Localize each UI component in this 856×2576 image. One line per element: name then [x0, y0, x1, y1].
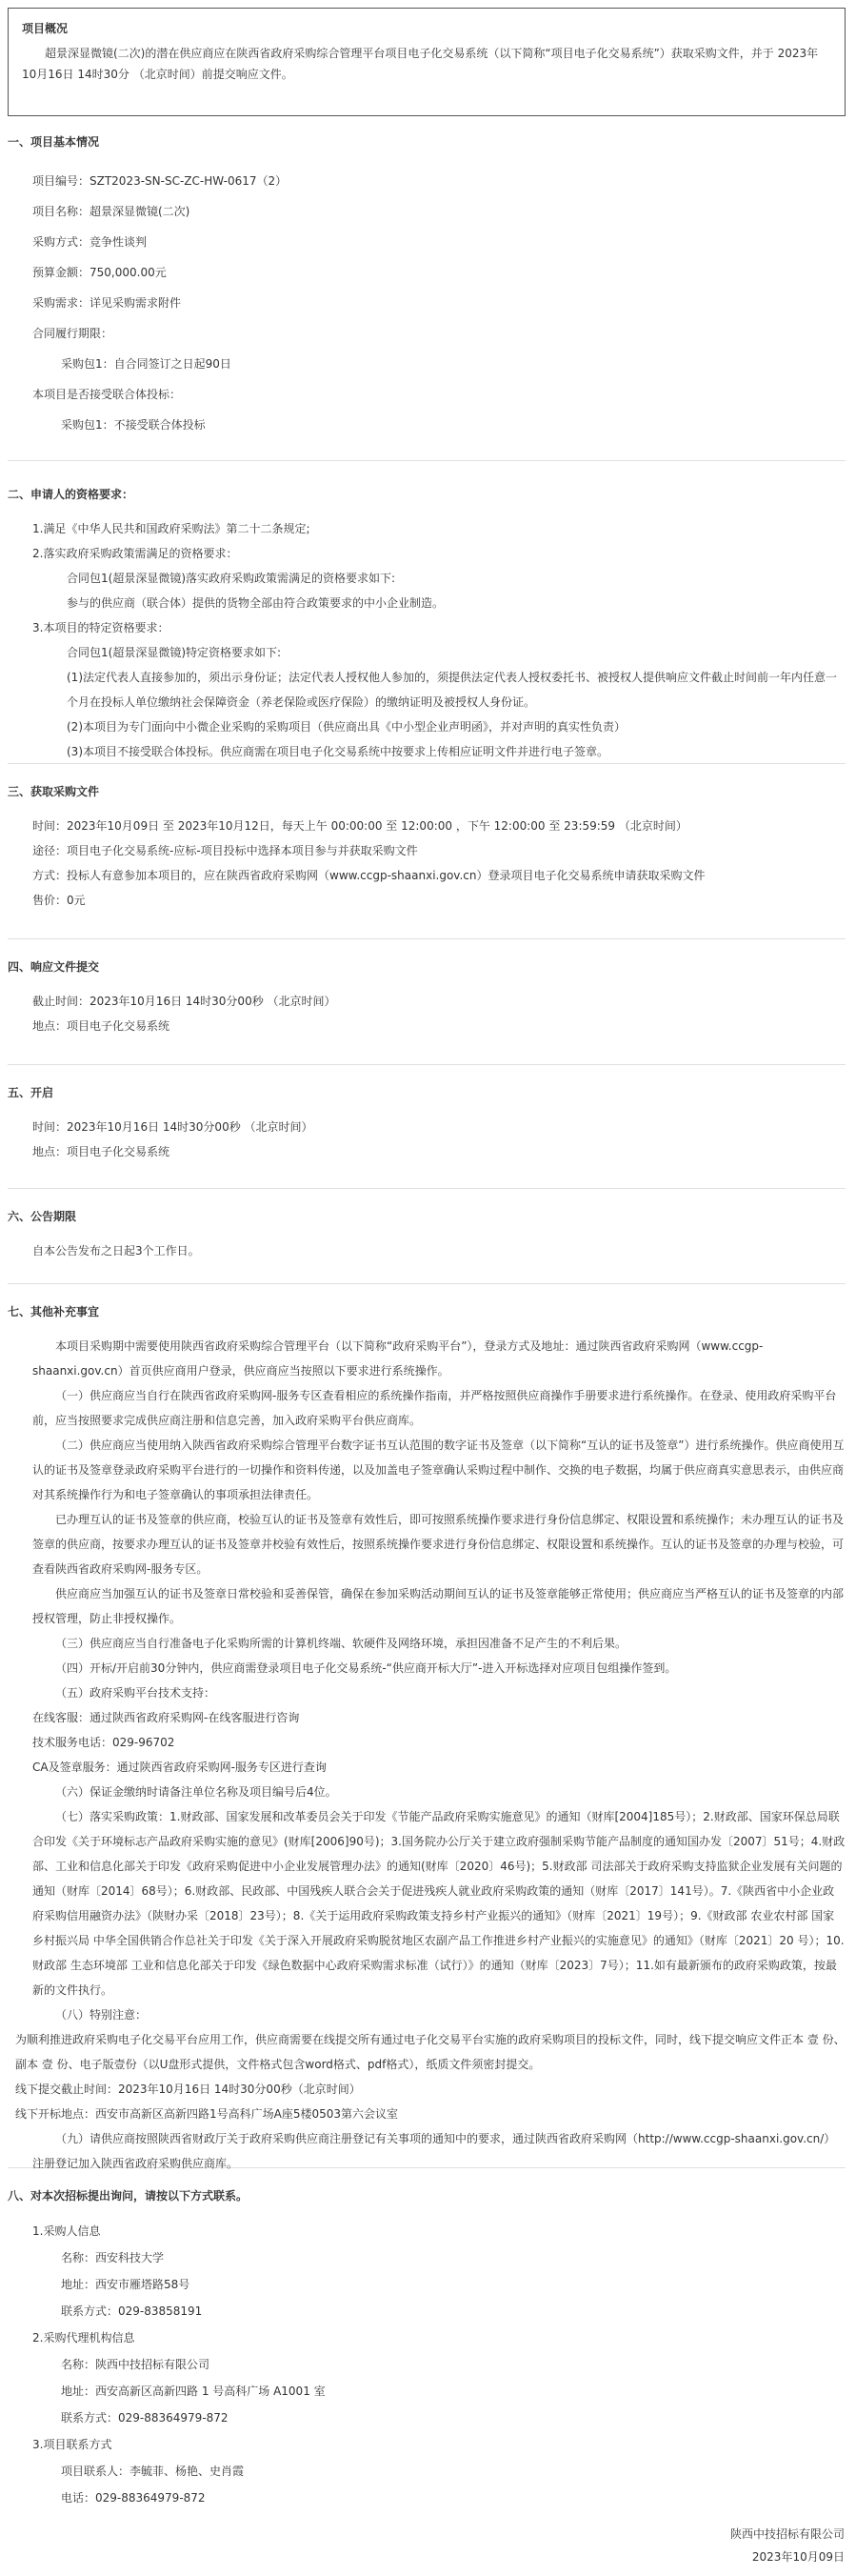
support-online: 在线客服：通过陕西省政府采购网-在线客服进行咨询 — [32, 1711, 300, 1724]
obtain-channel: 途径：项目电子化交易系统-应标-项目投标中选择本项目参与并获取采购文件 — [32, 844, 418, 857]
section-submission — [8, 958, 846, 1065]
notice-period-text: 自本公告发布之日起3个工作日。 — [32, 1244, 200, 1258]
consortium-label: 本项目是否接受联合体投标： — [32, 388, 182, 401]
overview-title: 项目概况 — [22, 22, 69, 35]
supplementary-paragraph: （一）供应商应当自行在陕西省政府采购网-服务专区查看相应的系统操作指南，并严格按照供应商操作手册要求进行系统操作。在登录、使用政府采购平台前，应当按照要求完成供应商注册和信息完善，加入政府采购平台供应商库。 — [32, 1389, 837, 1427]
agency-name: 名称：陕西中技招标有限公司 — [61, 2358, 210, 2371]
supplementary-paragraph: （四）开标/开启前30分钟内，供应商需登录项目电子化交易系统-“供应商开标大厅”-进入开标选择对应项目包组操作签到。 — [55, 1661, 677, 1675]
contact-heading: 3.项目联系方式 — [32, 2438, 112, 2451]
opening-time: 时间：2023年10月16日 14时30分00秒 （北京时间） — [32, 1120, 313, 1134]
section-qualification — [8, 486, 846, 764]
section-notice-period — [8, 1208, 846, 1284]
agency-heading: 2.采购代理机构信息 — [32, 2331, 135, 2345]
supplementary-paragraph: （三）供应商应当自行准备电子化采购所需的计算机终端、软硬件及网络环境，承担因准备不足产生的不利后果。 — [55, 1637, 627, 1650]
qualification-line: 1.满足《中华人民共和国政府采购法》第二十二条规定; — [32, 522, 310, 535]
qualification-line: (3)本项目不接受联合体投标。供应商需在项目电子化交易系统中按要求上传相应证明文件并进行电子签章。 — [67, 745, 609, 758]
supplementary-paragraph: 本项目采购期中需要使用陕西省政府采购综合管理平台（以下简称“政府采购平台”），登录方式及地址：通过陕西省政府采购网（www.ccgp-shaanxi.gov.cn）首页供应商用户登录，供应商应当按照以下要求进行系统操作。 — [32, 1339, 764, 1378]
section-title: 三、获取采购文件 — [8, 785, 100, 798]
contact-phone: 电话：029-88364979-872 — [61, 2491, 206, 2505]
section-title: 五、开启 — [8, 1086, 54, 1099]
project-number: 项目编号：SZT2023-SN-SC-ZC-HW-0617（2） — [32, 174, 288, 188]
submission-deadline: 截止时间：2023年10月16日 14时30分00秒 （北京时间） — [32, 995, 336, 1008]
qualification-line: (1)法定代表人直接参加的，须出示身份证；法定代表人授权他人参加的，须提供法定代表人授权委托书、被授权人提供响应文件截止时间前一年内任意一个月在投标人单位缴纳社会保障资金（养老保险或医疗保险）的缴纳证明及被授权人身份证。 — [67, 671, 838, 709]
qualification-line: 2.落实政府采购政策需满足的资格要求： — [32, 547, 238, 560]
section-project-info — [8, 133, 846, 461]
section-opening — [8, 1084, 846, 1189]
qualification-line: 3.本项目的特定资格要求： — [32, 621, 169, 634]
section-title: 六、公告期限 — [8, 1210, 77, 1223]
project-name: 项目名称：超景深显微镜(二次) — [32, 205, 190, 218]
obtain-method: 方式：投标人有意参加本项目的，应在陕西省政府采购网（www.ccgp-shaanxi.gov.cn）登录项目电子化交易系统申请获取采购文件 — [32, 869, 706, 882]
purchaser-phone: 联系方式：029-83858191 — [61, 2304, 203, 2318]
obtain-price: 售价：0元 — [32, 894, 86, 907]
section-title: 八、对本次招标提出询问，请按以下方式联系。 — [8, 2189, 249, 2203]
purchaser-name: 名称：西安科技大学 — [61, 2251, 165, 2264]
offline-deadline: 线下提交截止时间：2023年10月16日 14时30分00秒（北京时间） — [15, 2083, 361, 2096]
opening-location: 地点：项目电子化交易系统 — [32, 1145, 170, 1158]
contract-term-label: 合同履行期限： — [32, 327, 113, 340]
qualification-line: 合同包1(超景深显微镜)特定资格要求如下: — [67, 646, 282, 659]
supplementary-paragraph: 已办理互认的证书及签章的供应商，校验互认的证书及签章有效性后，即可按照系统操作要求进行身份信息绑定、权限设置和系统操作；未办理互认的证书及签章的供应商，按要求办理互认的证书及签章并校验有效性后，按照系统操作要求进行身份信息绑定、权限设置和系统操作。互认的证书及签章的办理与校验，可查看陕西省政府采购网-服务专区。 — [32, 1513, 845, 1576]
contact-persons: 项目联系人：李毓菲、杨艳、史肖霞 — [61, 2465, 245, 2478]
supplementary-paragraph: 供应商应当加强互认的证书及签章日常校验和妥善保管，确保在参加采购活动期间互认的证书及签章能够正常使用；供应商应当严格互认的证书及签章的内部授权管理，防止非授权操作。 — [32, 1587, 845, 1625]
section-title: 七、其他补充事宜 — [8, 1305, 100, 1318]
policy-paragraph: （七）落实采购政策：1.财政部、国家发展和改革委员会关于印发《节能产品政府采购实施意见》的通知（财库[2004]185号）；2.财政部、国家环保总局联合印发《关于环境标志产品政府采购实施的意见》(财库[2006]90号)；3.国务院办公厅关于建立政府强制采购节能产品制度的通知国办发〔2007〕51号；4.财政部、工业和信息化部关于印发《政府采购促进中小企业发展管理办法》的通知(财库〔2020〕46号)；5.财政部 司法部关于政府采购支持监狱企业发展有关问题的通知（财库〔2014〕68号）；6.财政部、民政部、中国残疾人联合会关于促进残疾人就业政府采购政策的通知（财库〔2017〕141号）。7.《陕西省中小企业政府采购信用融资办法》（陕财办采〔2018〕23号）；8.《关于运用政府采购政策支持乡村产业振兴的通知》（财库〔2021〕19号）；9.《财政部 农业农村部 国家乡村振兴局 中华全国供销合作总社关于印发《关于深入开展政府采购脱贫地区农副产品工作推进乡村产业振兴的实施意见》的通知》（财库〔2021〕20 号）；10.财政部 生态环境部 工业和信息化部关于印发《绿色数据中心政府采购需求标准（试行）》的通知（财库〔2023〕7号）；11.如有最新颁布的政府采购政策，按最新的文件执行。 — [32, 1810, 846, 1997]
section-contact — [8, 2187, 846, 2511]
agency-phone: 联系方式：029-88364979-872 — [61, 2411, 229, 2425]
procurement-method: 采购方式：竞争性谈判 — [32, 235, 148, 249]
obtain-time: 时间：2023年10月09日 至 2023年10月12日，每天上午 00:00:00 至 12:00:00 ，下午 12:00:00 至 23:59:59 （北京时间） — [32, 819, 687, 833]
support-phone: 技术服务电话：029-96702 — [32, 1736, 175, 1749]
submission-location: 地点：项目电子化交易系统 — [32, 1019, 170, 1033]
signature-block — [730, 2523, 845, 2568]
signature-org: 陕西中技招标有限公司 — [729, 2527, 845, 2541]
qualification-line: 参与的供应商（联合体）提供的货物全部由符合政策要求的中小企业制造。 — [67, 596, 445, 610]
section-supplementary — [8, 1303, 846, 2168]
section-obtain-docs — [8, 783, 846, 939]
section-title: 一、项目基本情况 — [8, 135, 100, 149]
offline-location: 线下开标地点：西安市高新区高新四路1号高科广场A座5楼0503第六会议室 — [15, 2107, 399, 2121]
budget-amount: 预算金额：750,000.00元 — [32, 266, 167, 279]
consortium-value: 采购包1：不接受联合体投标 — [61, 418, 206, 432]
purchaser-address: 地址：西安市雁塔路58号 — [61, 2278, 190, 2291]
project-overview-box — [8, 8, 846, 116]
supplementary-paragraph: （五）政府采购平台技术支持： — [55, 1686, 216, 1700]
supplementary-paragraph: （九）请供应商按照陕西省财政厅关于政府采购供应商注册登记有关事项的通知中的要求，通过陕西省政府采购网（http://www.ccgp-shaanxi.gov.cn/）注册登记加入陕西省政府采购供应商库。 — [32, 2132, 836, 2170]
support-ca: CA及签章服务：通过陕西省政府采购网-服务专区进行查询 — [32, 1761, 327, 1774]
agency-address: 地址：西安高新区高新四路 1 号高科广场 A1001 室 — [61, 2385, 326, 2398]
supplementary-paragraph: （六）保证金缴纳时请备注单位名称及项目编号后4位。 — [55, 1785, 337, 1799]
supplementary-paragraph: （二）供应商应当使用纳入陕西省政府采购综合管理平台数字证书互认范围的数字证书及签章（以下简称“互认的证书及签章”）进行系统操作。供应商使用互认的证书及签章登录政府采购平台进行的一切操作和资料传递，以及加盖电子签章确认采购过程中制作、交换的电子数据，均属于供应商真实意思表示，由供应商对其系统操作行为和电子签章确认的事项承担法律责任。 — [32, 1439, 845, 1501]
section-title: 二、申请人的资格要求： — [8, 488, 134, 501]
qualification-line: (2)本项目为专门面向中小微企业采购的采购项目（供应商出具《中小型企业声明函》，并对声明的真实性负责） — [67, 720, 627, 734]
procurement-requirement: 采购需求：详见采购需求附件 — [32, 296, 182, 310]
section-title: 四、响应文件提交 — [8, 960, 100, 974]
signature-date: 2023年10月09日 — [751, 2550, 845, 2564]
qualification-line: 合同包1(超景深显微镜)落实政府采购政策需满足的资格要求如下: — [67, 572, 396, 585]
purchaser-heading: 1.采购人信息 — [32, 2224, 101, 2238]
overview-text: 超景深显微镜(二次)的潜在供应商应在陕西省政府采购综合管理平台项目电子化交易系统（以下简称“项目电子化交易系统”）获取采购文件，并于 2023年10月16日 14时30分 （北京时间）前提交响应文件。 — [22, 47, 819, 81]
supplementary-paragraph: （八）特别注意： — [55, 2008, 148, 2022]
contract-term-value: 采购包1：自合同签订之日起90日 — [61, 357, 231, 371]
special-notice: 为顺利推进政府采购电子化交易平台应用工作，供应商需要在线提交所有通过电子化交易平台实施的政府采购项目的投标文件，同时，线下提交响应文件正本 壹 份、副本 壹 份、电子版壹份（以U盘形式提供，文件格式包含word格式、pdf格式），纸质文件须密封提交。 — [15, 2033, 846, 2071]
